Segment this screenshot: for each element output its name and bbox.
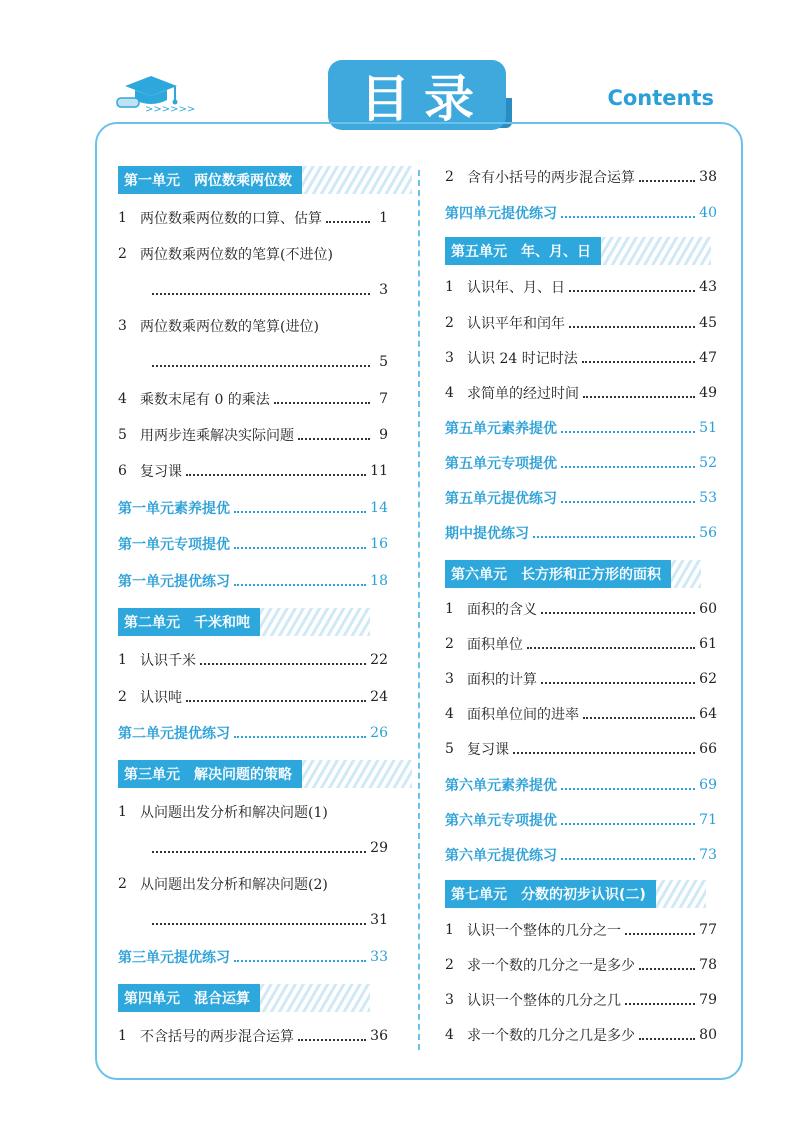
unit-name: 千米和吨	[194, 615, 250, 631]
toc-entry[interactable]	[118, 384, 388, 414]
toc-entry[interactable]	[445, 378, 717, 408]
entry-title: 第一单元素养提优	[118, 501, 230, 517]
entry-number: 5	[118, 427, 127, 443]
entry-number: 3	[445, 992, 454, 1008]
toc-entry[interactable]	[118, 456, 388, 486]
entry-page: 22	[370, 652, 388, 668]
entry-title: 面积单位间的进率	[467, 707, 579, 723]
toc-entry-practice[interactable]	[118, 493, 388, 523]
entry-page: 61	[699, 636, 717, 652]
toc-entry-practice[interactable]	[445, 805, 717, 835]
entry-title: 第五单元提优练习	[445, 491, 557, 507]
toc-entry-practice[interactable]	[445, 518, 717, 548]
unit-name: 分数的初步认识(二)	[521, 887, 646, 903]
unit-header-5	[445, 237, 711, 265]
toc-entry-practice[interactable]	[445, 413, 717, 443]
entry-title: 两位数乘两位数的笔算(进位)	[140, 319, 319, 335]
entry-number: 4	[445, 706, 454, 722]
entry-page: 49	[699, 385, 717, 401]
entry-title: 用两步连乘解决实际问题	[140, 428, 294, 444]
entry-page: 3	[379, 282, 388, 298]
toc-entry[interactable]	[118, 645, 388, 675]
entry-page: 51	[699, 420, 717, 436]
toc-entry-continuation	[118, 905, 388, 935]
entry-number: 1	[445, 601, 454, 617]
entry-number: 3	[445, 350, 454, 366]
toc-entry-practice[interactable]	[118, 718, 388, 748]
entry-page: 29	[370, 840, 388, 856]
unit-header-2	[118, 608, 370, 636]
toc-entry[interactable]	[445, 308, 717, 338]
entry-title: 求简单的经过时间	[467, 386, 579, 402]
entry-page: 69	[699, 777, 717, 793]
toc-entry[interactable]	[445, 734, 717, 764]
entry-page: 77	[699, 922, 717, 938]
entry-page: 14	[370, 500, 388, 516]
entry-number: 2	[118, 876, 127, 892]
entry-title: 期中提优练习	[445, 526, 529, 542]
unit-label: 第七单元	[451, 887, 507, 903]
toc-entry-practice[interactable]	[118, 942, 388, 972]
entry-page: 1	[379, 210, 388, 226]
unit-label: 第三单元	[124, 767, 180, 783]
entry-title: 认识平年和闰年	[467, 316, 565, 332]
toc-entry[interactable]	[445, 915, 717, 945]
entry-page: 64	[699, 706, 717, 722]
entry-number: 5	[445, 741, 454, 757]
entry-page: 53	[699, 490, 717, 506]
entry-page: 40	[699, 205, 717, 221]
entry-number: 2	[445, 636, 454, 652]
entry-title: 求一个数的几分之一是多少	[467, 958, 635, 974]
entry-title: 第五单元专项提优	[445, 456, 557, 472]
entry-page: 45	[699, 315, 717, 331]
entry-page: 62	[699, 671, 717, 687]
entry-title: 认识 24 时记时法	[467, 351, 578, 367]
entry-number: 2	[445, 315, 454, 331]
toc-entry-practice[interactable]	[445, 448, 717, 478]
toc-entry[interactable]	[118, 869, 388, 899]
toc-entry[interactable]	[445, 664, 717, 694]
entry-page: 71	[699, 812, 717, 828]
entry-page: 9	[379, 427, 388, 443]
toc-entry[interactable]	[118, 1021, 388, 1051]
entry-page: 73	[699, 847, 717, 863]
entry-title: 认识吨	[140, 690, 182, 706]
entry-title: 复习课	[140, 464, 182, 480]
entry-number: 1	[118, 1028, 127, 1044]
unit-label: 第五单元	[451, 244, 507, 260]
toc-entry-practice[interactable]	[445, 198, 717, 228]
entry-title: 第六单元专项提优	[445, 813, 557, 829]
unit-header-4	[118, 984, 370, 1012]
entry-number: 2	[118, 246, 127, 262]
toc-entry-practice[interactable]	[445, 483, 717, 513]
entry-title: 两位数乘两位数的口算、估算	[140, 211, 322, 227]
entry-title: 求一个数的几分之几是多少	[467, 1028, 635, 1044]
entry-page: 24	[370, 689, 388, 705]
entry-title: 第二单元提优练习	[118, 726, 230, 742]
unit-name: 解决问题的策略	[194, 767, 292, 783]
entry-title: 认识一个整体的几分之几	[467, 993, 621, 1009]
unit-name: 混合运算	[194, 991, 250, 1007]
entry-title: 面积的计算	[467, 672, 537, 688]
entry-title: 含有小括号的两步混合运算	[467, 170, 635, 186]
entry-page: 36	[370, 1028, 388, 1044]
entry-page: 38	[699, 169, 717, 185]
entry-number: 2	[445, 169, 454, 185]
entry-number: 4	[445, 385, 454, 401]
toc-entry[interactable]	[445, 272, 717, 302]
entry-page: 43	[699, 279, 717, 295]
entry-number: 1	[445, 279, 454, 295]
entry-title: 第六单元素养提优	[445, 778, 557, 794]
entry-number: 1	[445, 922, 454, 938]
column-divider	[418, 170, 420, 1050]
toc-entry-practice[interactable]	[445, 840, 717, 870]
entry-title: 第三单元提优练习	[118, 950, 230, 966]
toc-entry[interactable]	[445, 950, 717, 980]
entry-page: 11	[370, 463, 388, 479]
unit-header-6	[445, 560, 701, 588]
entry-number: 1	[118, 804, 127, 820]
entry-title: 从问题出发分析和解决问题(1)	[140, 805, 328, 821]
toc-entry-continuation	[118, 275, 388, 305]
unit-name: 长方形和正方形的面积	[521, 567, 661, 583]
entry-title: 复习课	[467, 742, 509, 758]
toc-entry-practice[interactable]	[445, 770, 717, 800]
entry-page: 47	[699, 350, 717, 366]
entry-title: 从问题出发分析和解决问题(2)	[140, 877, 328, 893]
entry-number: 1	[118, 210, 127, 226]
entry-page: 5	[379, 354, 388, 370]
toc-entry[interactable]	[118, 239, 388, 269]
entry-title: 两位数乘两位数的笔算(不进位)	[140, 247, 333, 263]
entry-number: 4	[445, 1027, 454, 1043]
toc-entry-continuation	[118, 833, 388, 863]
entry-number: 2	[118, 689, 127, 705]
entry-title: 第四单元提优练习	[445, 206, 557, 222]
entry-number: 6	[118, 463, 127, 479]
toc-entry[interactable]	[445, 343, 717, 373]
entry-number: 2	[445, 957, 454, 973]
toc-entry[interactable]	[445, 699, 717, 729]
unit-header-3	[118, 760, 412, 788]
toc-entry[interactable]	[118, 682, 388, 712]
toc-entry[interactable]	[118, 311, 388, 341]
toc-entry-continuation	[118, 347, 388, 377]
entry-title: 面积单位	[467, 637, 523, 653]
unit-label: 第一单元	[124, 173, 180, 189]
unit-header-7	[445, 880, 706, 908]
entry-page: 33	[370, 949, 388, 965]
entry-number: 3	[445, 671, 454, 687]
entry-page: 66	[699, 741, 717, 757]
entry-page: 7	[379, 391, 388, 407]
contents-label: Contents	[607, 86, 714, 110]
entry-title: 第一单元专项提优	[118, 537, 230, 553]
svg-text:>>>>>>: >>>>>>	[145, 104, 195, 115]
toc-entry[interactable]	[445, 985, 717, 1015]
entry-page: 18	[370, 573, 388, 589]
toc-entry[interactable]	[445, 629, 717, 659]
unit-header-1	[118, 166, 412, 194]
entry-title: 乘数末尾有 0 的乘法	[140, 392, 270, 408]
unit-label: 第二单元	[124, 615, 180, 631]
entry-title: 第五单元素养提优	[445, 421, 557, 437]
entry-title: 第一单元提优练习	[118, 574, 230, 590]
unit-name: 年、月、日	[521, 244, 591, 260]
entry-title: 面积的含义	[467, 602, 537, 618]
toc-entry-practice[interactable]	[118, 529, 388, 559]
entry-title: 不含括号的两步混合运算	[140, 1029, 294, 1045]
entry-page: 26	[370, 725, 388, 741]
unit-label: 第四单元	[124, 991, 180, 1007]
entry-number: 1	[118, 652, 127, 668]
toc-entry[interactable]	[445, 162, 717, 192]
entry-page: 79	[699, 992, 717, 1008]
entry-title: 认识年、月、日	[467, 280, 565, 296]
entry-page: 80	[699, 1027, 717, 1043]
toc-entry[interactable]	[118, 420, 388, 450]
toc-entry[interactable]	[445, 1020, 717, 1050]
entry-page: 16	[370, 536, 388, 552]
toc-entry-practice[interactable]	[118, 566, 388, 596]
entry-page: 56	[699, 525, 717, 541]
entry-page: 78	[699, 957, 717, 973]
entry-title: 认识一个整体的几分之一	[467, 923, 621, 939]
unit-name: 两位数乘两位数	[194, 173, 292, 189]
entry-page: 52	[699, 455, 717, 471]
entry-page: 31	[370, 912, 388, 928]
toc-entry[interactable]	[118, 797, 388, 827]
entry-title: 第六单元提优练习	[445, 848, 557, 864]
entry-number: 4	[118, 391, 127, 407]
page-title: 目录	[328, 60, 506, 130]
unit-label: 第六单元	[451, 567, 507, 583]
entry-number: 3	[118, 318, 127, 334]
entry-title: 认识千米	[140, 653, 196, 669]
entry-page: 60	[699, 601, 717, 617]
toc-entry[interactable]	[118, 203, 388, 233]
graduation-cap-logo-icon	[115, 72, 195, 116]
toc-entry[interactable]	[445, 594, 717, 624]
